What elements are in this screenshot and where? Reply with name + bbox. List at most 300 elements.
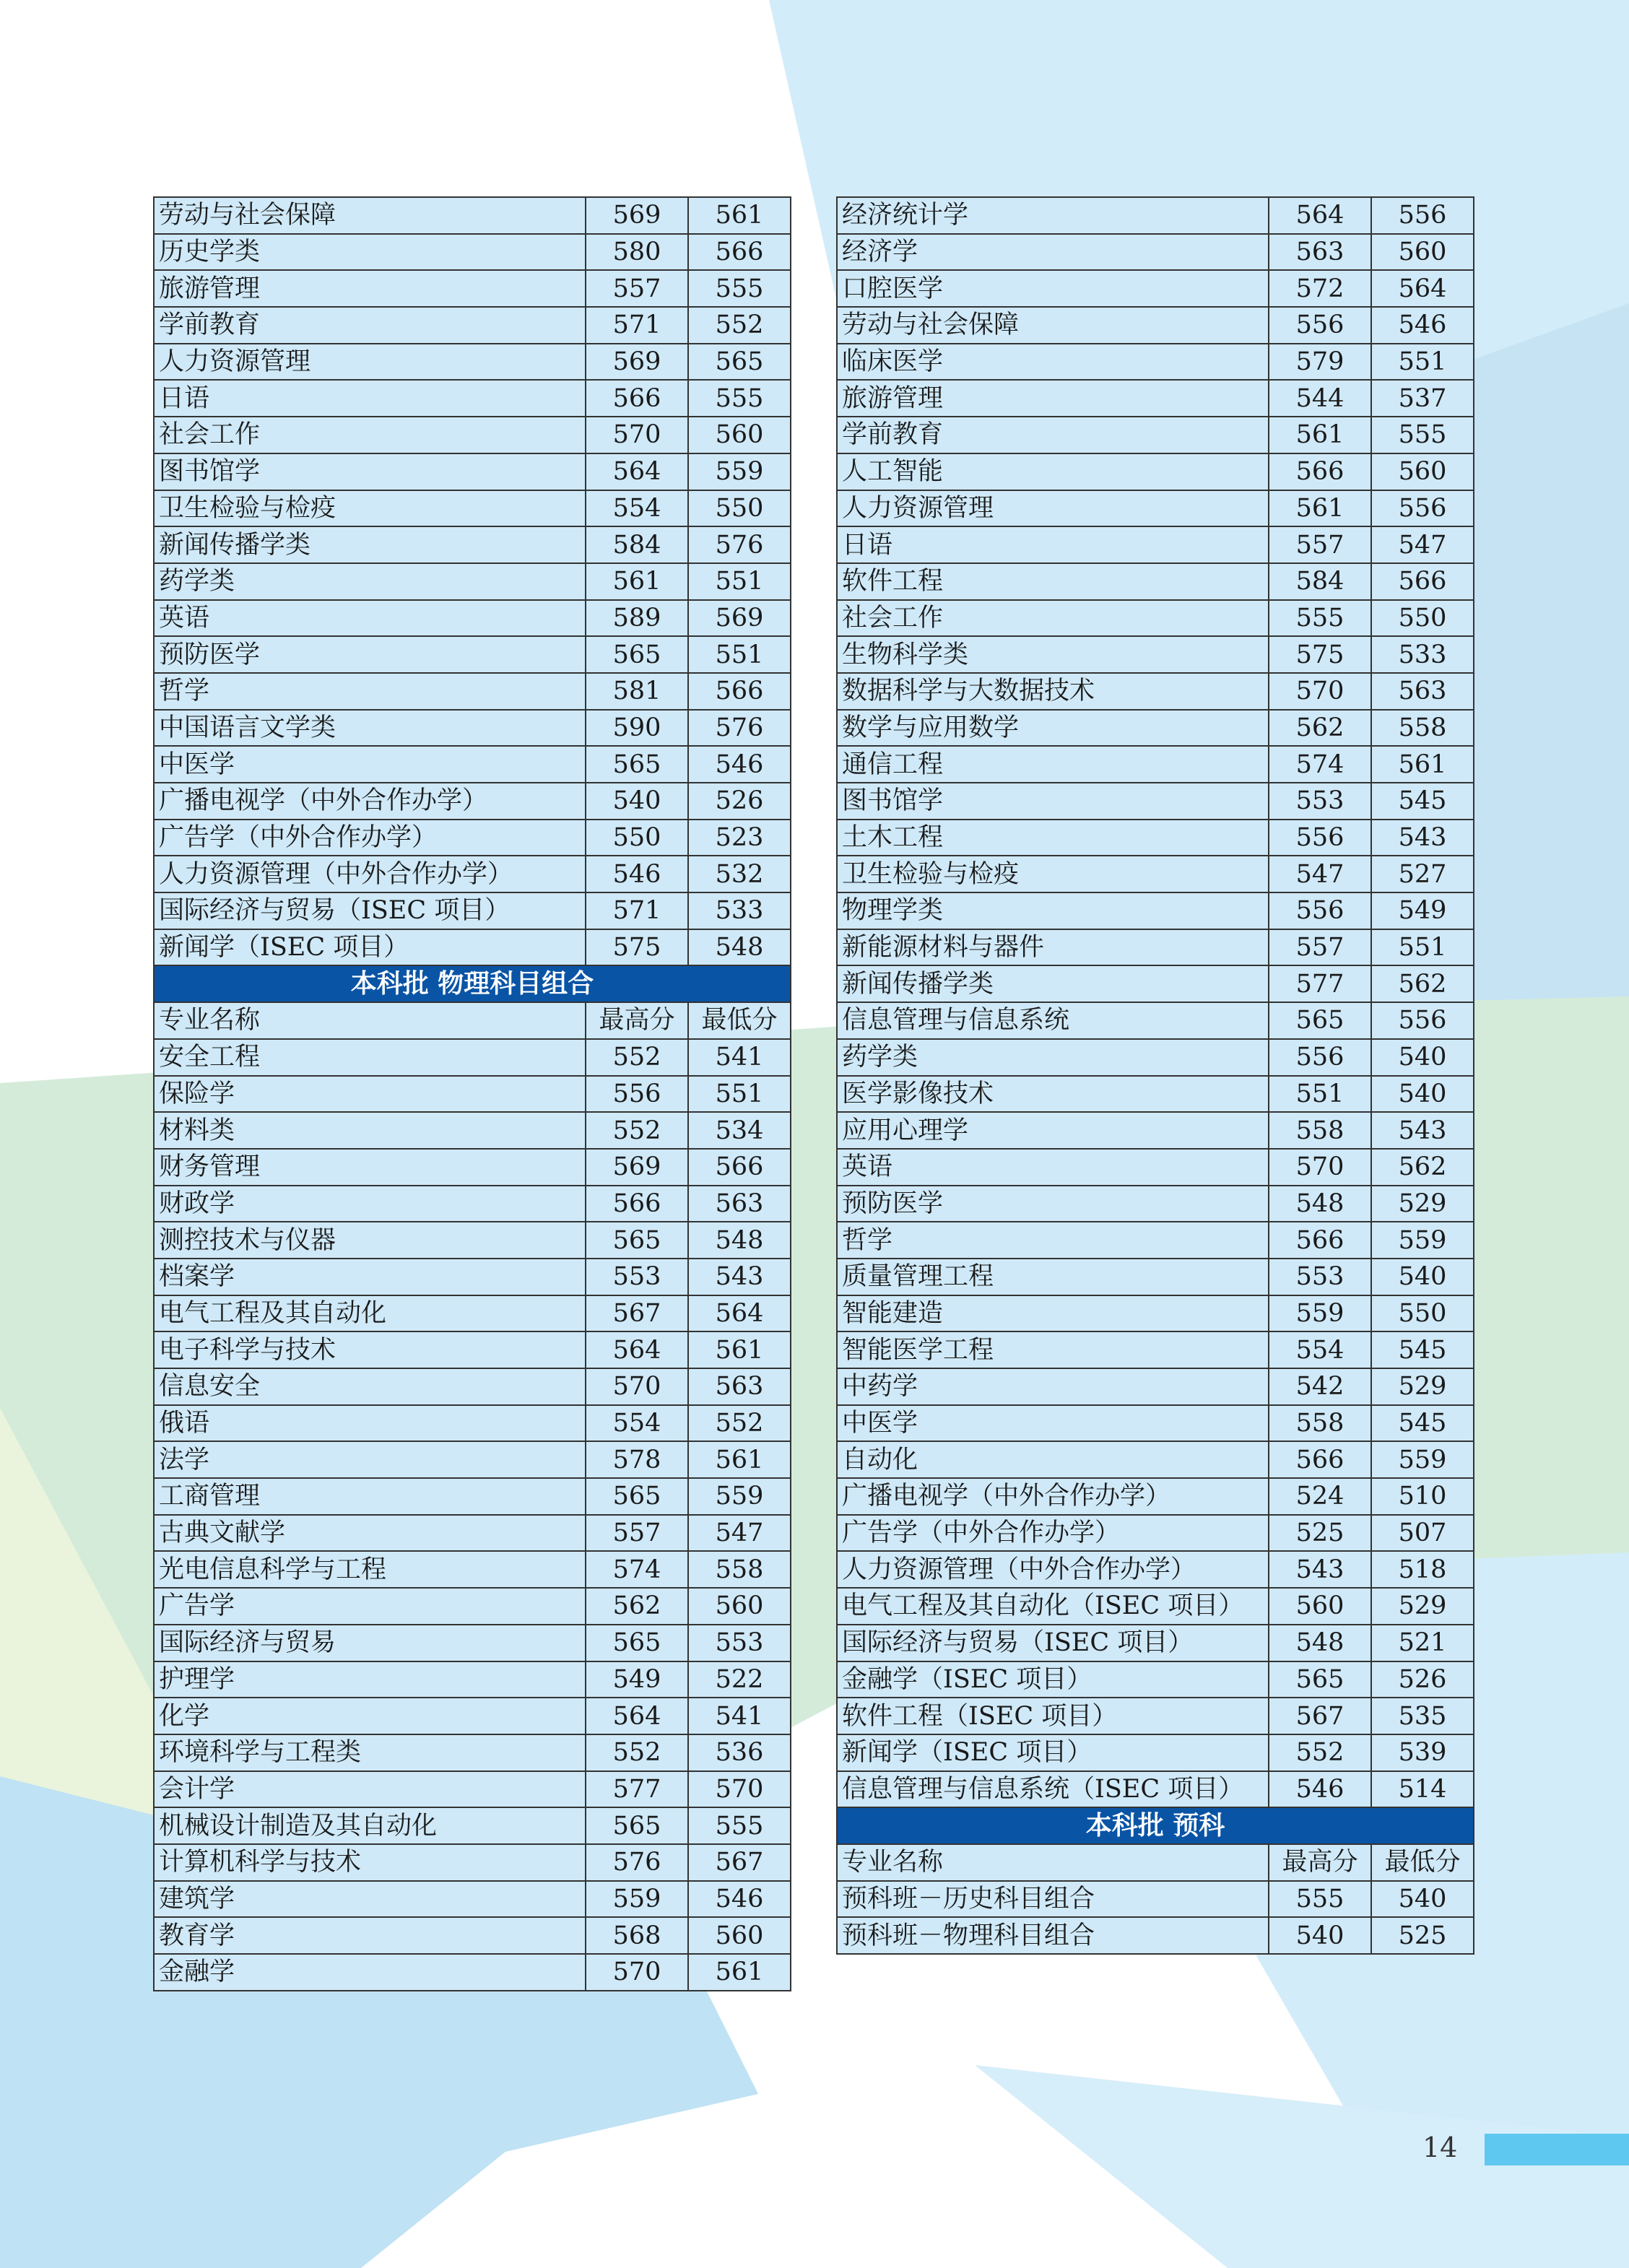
max-score-cell: 567 (586, 1295, 688, 1332)
max-score-cell: 540 (586, 783, 688, 820)
major-name-cell: 信息管理与信息系统 (837, 1002, 1269, 1039)
table-row (837, 820, 1474, 856)
table-row (837, 1441, 1474, 1478)
max-score-cell: 590 (586, 710, 688, 747)
major-name-cell: 教育学 (154, 1917, 586, 1954)
table-row (837, 892, 1474, 929)
max-score-cell: 552 (586, 1039, 688, 1076)
major-name-cell: 专业名称 (154, 1002, 586, 1039)
min-score-cell: 540 (1371, 1259, 1474, 1295)
table-row (154, 929, 791, 966)
table-row (154, 380, 791, 417)
major-name-cell: 预防医学 (154, 636, 586, 673)
max-score-cell: 553 (1269, 1259, 1371, 1295)
major-name-cell: 英语 (154, 600, 586, 637)
table-row (837, 380, 1474, 417)
table-row (837, 1698, 1474, 1734)
table-row (837, 1076, 1474, 1113)
max-score-cell: 542 (1269, 1368, 1371, 1405)
max-score-cell: 553 (586, 1259, 688, 1295)
table-row (837, 1881, 1474, 1918)
table-row (154, 1478, 791, 1515)
max-score-cell: 564 (586, 453, 688, 490)
table-row (837, 1222, 1474, 1259)
table-row (154, 453, 791, 490)
major-name-cell: 历史学类 (154, 234, 586, 271)
major-name-cell: 广告学（中外合作办学） (837, 1515, 1269, 1552)
table-row (837, 929, 1474, 966)
min-score-cell: 546 (688, 1881, 791, 1918)
table-row (837, 1295, 1474, 1332)
max-score-cell: 571 (586, 892, 688, 929)
table-row (154, 234, 791, 271)
min-score-cell: 543 (1371, 820, 1474, 856)
max-score-cell: 577 (1269, 965, 1371, 1002)
min-score-cell: 523 (688, 820, 791, 856)
max-score-cell: 575 (1269, 636, 1371, 673)
table-body-left (154, 197, 791, 1991)
max-score-cell: 566 (586, 380, 688, 417)
max-score-cell: 566 (1269, 453, 1371, 490)
min-score-cell: 545 (1371, 783, 1474, 820)
major-name-cell: 电气工程及其自动化 (154, 1295, 586, 1332)
major-name-cell: 人力资源管理 (154, 344, 586, 381)
max-score-cell: 551 (1269, 1076, 1371, 1113)
major-name-cell: 预科班－历史科目组合 (837, 1881, 1269, 1918)
max-score-cell: 566 (586, 1186, 688, 1222)
max-score-cell: 565 (586, 1807, 688, 1844)
min-score-cell: 529 (1371, 1588, 1474, 1625)
table-row (154, 1771, 791, 1808)
table-row (837, 1039, 1474, 1076)
max-score-cell: 566 (1269, 1222, 1371, 1259)
table-row (837, 1112, 1474, 1149)
max-score-cell: 556 (1269, 892, 1371, 929)
min-score-cell: 566 (688, 673, 791, 710)
section-title: 本科批 物理科目组合 (154, 965, 791, 1002)
major-name-cell: 计算机科学与技术 (154, 1844, 586, 1881)
table-row (154, 1186, 791, 1222)
max-score-cell: 555 (1269, 1881, 1371, 1918)
major-name-cell: 社会工作 (837, 600, 1269, 637)
major-name-cell: 通信工程 (837, 746, 1269, 783)
table-row (154, 1039, 791, 1076)
min-score-cell: 559 (1371, 1441, 1474, 1478)
max-score-cell: 558 (1269, 1112, 1371, 1149)
table-row (837, 270, 1474, 307)
table-row (837, 1515, 1474, 1552)
table-row (154, 746, 791, 783)
min-score-cell: 576 (688, 710, 791, 747)
major-name-cell: 材料类 (154, 1112, 586, 1149)
max-score-cell: 559 (586, 1881, 688, 1918)
table-row (837, 783, 1474, 820)
table-row (154, 710, 791, 747)
major-name-cell: 人力资源管理 (837, 490, 1269, 527)
min-score-cell: 555 (688, 380, 791, 417)
table-row (837, 746, 1474, 783)
table-row (837, 600, 1474, 637)
major-name-cell: 口腔医学 (837, 270, 1269, 307)
table-row (154, 1625, 791, 1661)
major-name-cell: 法学 (154, 1441, 586, 1478)
min-score-cell: 507 (1371, 1515, 1474, 1552)
major-name-cell: 经济学 (837, 234, 1269, 271)
max-score-cell: 565 (586, 1222, 688, 1259)
table-row (837, 1331, 1474, 1368)
max-score-cell: 552 (586, 1112, 688, 1149)
table-row (837, 1661, 1474, 1698)
max-score-cell: 578 (586, 1441, 688, 1478)
major-name-cell: 档案学 (154, 1259, 586, 1295)
table-row (837, 197, 1474, 234)
major-name-cell: 财政学 (154, 1186, 586, 1222)
major-name-cell: 财务管理 (154, 1149, 586, 1186)
table-row (837, 307, 1474, 344)
table-row (837, 1002, 1474, 1039)
max-score-cell: 552 (1269, 1734, 1371, 1771)
max-score-cell: 569 (586, 1149, 688, 1186)
max-score-cell: 565 (586, 1478, 688, 1515)
table-row (837, 710, 1474, 747)
major-name-cell: 广告学（中外合作办学） (154, 820, 586, 856)
major-name-cell: 土木工程 (837, 820, 1269, 856)
table-row (154, 1405, 791, 1442)
table-row (837, 490, 1474, 527)
major-name-cell: 化学 (154, 1698, 586, 1734)
major-name-cell: 人工智能 (837, 453, 1269, 490)
min-score-cell: 561 (688, 1954, 791, 1991)
major-name-cell: 中药学 (837, 1368, 1269, 1405)
major-name-cell: 测控技术与仪器 (154, 1222, 586, 1259)
max-score-cell: 570 (586, 1368, 688, 1405)
major-name-cell: 工商管理 (154, 1478, 586, 1515)
max-score-cell: 559 (1269, 1295, 1371, 1332)
min-score-cell: 556 (1371, 1002, 1474, 1039)
max-score-cell: 580 (586, 234, 688, 271)
max-score-cell: 565 (586, 1625, 688, 1661)
min-score-cell: 566 (688, 234, 791, 271)
min-score-cell: 533 (688, 892, 791, 929)
major-name-cell: 生物科学类 (837, 636, 1269, 673)
min-score-cell: 561 (1371, 746, 1474, 783)
table-row (837, 1368, 1474, 1405)
max-score-cell: 557 (586, 270, 688, 307)
min-score-cell: 560 (688, 1917, 791, 1954)
major-name-cell: 学前教育 (837, 417, 1269, 453)
max-score-cell: 567 (1269, 1698, 1371, 1734)
min-score-cell: 560 (688, 1588, 791, 1625)
min-score-cell: 547 (1371, 526, 1474, 563)
min-score-cell: 537 (1371, 380, 1474, 417)
admission-scores-table-left (153, 196, 791, 1991)
major-name-cell: 预科班－物理科目组合 (837, 1917, 1269, 1954)
min-score-cell: 550 (1371, 600, 1474, 637)
min-score-cell: 546 (1371, 307, 1474, 344)
max-score-cell: 572 (1269, 270, 1371, 307)
max-score-cell: 564 (586, 1698, 688, 1734)
major-name-cell: 中医学 (154, 746, 586, 783)
max-score-cell: 最高分 (586, 1002, 688, 1039)
min-score-cell: 543 (688, 1259, 791, 1295)
max-score-cell: 569 (586, 197, 688, 234)
table-row (154, 270, 791, 307)
min-score-cell: 535 (1371, 1698, 1474, 1734)
section-title: 本科批 预科 (837, 1807, 1474, 1844)
table-row (837, 1405, 1474, 1442)
min-score-cell: 551 (688, 1076, 791, 1113)
max-score-cell: 566 (1269, 1441, 1371, 1478)
major-name-cell: 环境科学与工程类 (154, 1734, 586, 1771)
major-name-cell: 专业名称 (837, 1844, 1269, 1881)
table-row (154, 1881, 791, 1918)
min-score-cell: 518 (1371, 1551, 1474, 1588)
max-score-cell: 525 (1269, 1515, 1371, 1552)
max-score-cell: 556 (1269, 307, 1371, 344)
major-name-cell: 质量管理工程 (837, 1259, 1269, 1295)
table-row (154, 1222, 791, 1259)
major-name-cell: 机械设计制造及其自动化 (154, 1807, 586, 1844)
major-name-cell: 古典文献学 (154, 1515, 586, 1552)
major-name-cell: 广播电视学（中外合作办学） (837, 1478, 1269, 1515)
table-row (154, 600, 791, 637)
table-row (154, 1002, 791, 1039)
major-name-cell: 安全工程 (154, 1039, 586, 1076)
max-score-cell: 577 (586, 1771, 688, 1808)
min-score-cell: 564 (1371, 270, 1474, 307)
table-body-right (837, 197, 1474, 1954)
min-score-cell: 532 (688, 856, 791, 892)
min-score-cell: 521 (1371, 1625, 1474, 1661)
table-row (154, 1259, 791, 1295)
major-name-cell: 旅游管理 (154, 270, 586, 307)
min-score-cell: 560 (1371, 234, 1474, 271)
section-header-row (837, 1807, 1474, 1844)
major-name-cell: 护理学 (154, 1661, 586, 1698)
max-score-cell: 584 (586, 526, 688, 563)
major-name-cell: 医学影像技术 (837, 1076, 1269, 1113)
min-score-cell: 551 (1371, 929, 1474, 966)
section-header-row (154, 965, 791, 1002)
max-score-cell: 548 (1269, 1625, 1371, 1661)
min-score-cell: 526 (688, 783, 791, 820)
min-score-cell: 536 (688, 1734, 791, 1771)
max-score-cell: 576 (586, 1844, 688, 1881)
major-name-cell: 自动化 (837, 1441, 1269, 1478)
table-row (154, 1515, 791, 1552)
table-row (837, 453, 1474, 490)
max-score-cell: 544 (1269, 380, 1371, 417)
min-score-cell: 548 (688, 929, 791, 966)
min-score-cell: 556 (1371, 197, 1474, 234)
min-score-cell: 563 (688, 1368, 791, 1405)
table-row (837, 1478, 1474, 1515)
table-row (837, 1734, 1474, 1771)
max-score-cell: 557 (1269, 526, 1371, 563)
max-score-cell: 589 (586, 600, 688, 637)
table-row (154, 1734, 791, 1771)
min-score-cell: 534 (688, 1112, 791, 1149)
max-score-cell: 547 (1269, 856, 1371, 892)
major-name-cell: 新闻传播学类 (154, 526, 586, 563)
min-score-cell: 555 (688, 270, 791, 307)
table-row (837, 673, 1474, 710)
min-score-cell: 539 (1371, 1734, 1474, 1771)
min-score-cell: 510 (1371, 1478, 1474, 1515)
min-score-cell: 561 (688, 1441, 791, 1478)
table-row (154, 636, 791, 673)
major-name-cell: 软件工程（ISEC 项目） (837, 1698, 1269, 1734)
table-row (154, 1149, 791, 1186)
max-score-cell: 570 (1269, 673, 1371, 710)
major-name-cell: 应用心理学 (837, 1112, 1269, 1149)
min-score-cell: 最低分 (1371, 1844, 1474, 1881)
table-row (837, 526, 1474, 563)
major-name-cell: 劳动与社会保障 (154, 197, 586, 234)
table-row (154, 892, 791, 929)
major-name-cell: 广告学 (154, 1588, 586, 1625)
major-name-cell: 电气工程及其自动化（ISEC 项目） (837, 1588, 1269, 1625)
table-row (837, 1917, 1474, 1954)
major-name-cell: 劳动与社会保障 (837, 307, 1269, 344)
min-score-cell: 563 (1371, 673, 1474, 710)
table-row (837, 1149, 1474, 1186)
table-row (837, 1588, 1474, 1625)
major-name-cell: 光电信息科学与工程 (154, 1551, 586, 1588)
min-score-cell: 562 (1371, 965, 1474, 1002)
max-score-cell: 570 (586, 417, 688, 453)
max-score-cell: 562 (1269, 710, 1371, 747)
major-name-cell: 人力资源管理（中外合作办学） (837, 1551, 1269, 1588)
page-number-bar (1485, 2134, 1629, 2165)
major-name-cell: 软件工程 (837, 563, 1269, 600)
major-name-cell: 日语 (837, 526, 1269, 563)
min-score-cell: 567 (688, 1844, 791, 1881)
min-score-cell: 526 (1371, 1661, 1474, 1698)
min-score-cell: 540 (1371, 1881, 1474, 1918)
max-score-cell: 579 (1269, 344, 1371, 381)
table-row (154, 856, 791, 892)
min-score-cell: 548 (688, 1222, 791, 1259)
table-row (154, 417, 791, 453)
major-name-cell: 哲学 (837, 1222, 1269, 1259)
min-score-cell: 564 (688, 1295, 791, 1332)
table-row (837, 563, 1474, 600)
min-score-cell: 561 (688, 197, 791, 234)
min-score-cell: 552 (688, 1405, 791, 1442)
min-score-cell: 540 (1371, 1076, 1474, 1113)
major-name-cell: 哲学 (154, 673, 586, 710)
table-row (837, 417, 1474, 453)
major-name-cell: 预防医学 (837, 1186, 1269, 1222)
major-name-cell: 数学与应用数学 (837, 710, 1269, 747)
major-name-cell: 日语 (154, 380, 586, 417)
max-score-cell: 556 (1269, 1039, 1371, 1076)
major-name-cell: 英语 (837, 1149, 1269, 1186)
max-score-cell: 548 (1269, 1186, 1371, 1222)
table-row (837, 344, 1474, 381)
table-row (154, 1441, 791, 1478)
max-score-cell: 564 (586, 1331, 688, 1368)
min-score-cell: 570 (688, 1771, 791, 1808)
table-row (837, 1551, 1474, 1588)
max-score-cell: 565 (1269, 1002, 1371, 1039)
min-score-cell: 555 (688, 1807, 791, 1844)
max-score-cell: 568 (586, 1917, 688, 1954)
major-name-cell: 电子科学与技术 (154, 1331, 586, 1368)
min-score-cell: 566 (688, 1149, 791, 1186)
min-score-cell: 545 (1371, 1405, 1474, 1442)
min-score-cell: 540 (1371, 1039, 1474, 1076)
min-score-cell: 553 (688, 1625, 791, 1661)
major-name-cell: 国际经济与贸易（ISEC 项目） (154, 892, 586, 929)
min-score-cell: 551 (688, 636, 791, 673)
min-score-cell: 569 (688, 600, 791, 637)
major-name-cell: 人力资源管理（中外合作办学） (154, 856, 586, 892)
major-name-cell: 广播电视学（中外合作办学） (154, 783, 586, 820)
major-name-cell: 药学类 (837, 1039, 1269, 1076)
min-score-cell: 551 (688, 563, 791, 600)
min-score-cell: 529 (1371, 1368, 1474, 1405)
max-score-cell: 570 (586, 1954, 688, 1991)
min-score-cell: 562 (1371, 1149, 1474, 1186)
max-score-cell: 565 (586, 636, 688, 673)
max-score-cell: 554 (1269, 1331, 1371, 1368)
major-name-cell: 新能源材料与器件 (837, 929, 1269, 966)
min-score-cell: 最低分 (688, 1002, 791, 1039)
max-score-cell: 556 (586, 1076, 688, 1113)
table-row (837, 965, 1474, 1002)
major-name-cell: 信息管理与信息系统（ISEC 项目） (837, 1771, 1269, 1808)
max-score-cell: 549 (586, 1661, 688, 1698)
table-row (154, 490, 791, 527)
table-row (837, 234, 1474, 271)
table-row (837, 1771, 1474, 1808)
min-score-cell: 514 (1371, 1771, 1474, 1808)
major-name-cell: 图书馆学 (837, 783, 1269, 820)
major-name-cell: 智能建造 (837, 1295, 1269, 1332)
major-name-cell: 国际经济与贸易（ISEC 项目） (837, 1625, 1269, 1661)
max-score-cell: 555 (1269, 600, 1371, 637)
major-name-cell: 保险学 (154, 1076, 586, 1113)
max-score-cell: 524 (1269, 1478, 1371, 1515)
min-score-cell: 546 (688, 746, 791, 783)
max-score-cell: 570 (1269, 1149, 1371, 1186)
max-score-cell: 564 (1269, 197, 1371, 234)
major-name-cell: 旅游管理 (837, 380, 1269, 417)
max-score-cell: 552 (586, 1734, 688, 1771)
max-score-cell: 569 (586, 344, 688, 381)
table-row (154, 1551, 791, 1588)
major-name-cell: 社会工作 (154, 417, 586, 453)
table-row (837, 636, 1474, 673)
min-score-cell: 547 (688, 1515, 791, 1552)
max-score-cell: 554 (586, 490, 688, 527)
major-name-cell: 新闻学（ISEC 项目） (154, 929, 586, 966)
major-name-cell: 数据科学与大数据技术 (837, 673, 1269, 710)
table-row (154, 1295, 791, 1332)
admission-scores-table-right (836, 196, 1474, 1955)
table-row (154, 1917, 791, 1954)
table-row (154, 1112, 791, 1149)
table-row (154, 307, 791, 344)
max-score-cell: 556 (1269, 820, 1371, 856)
min-score-cell: 550 (688, 490, 791, 527)
table-row (154, 1954, 791, 1991)
min-score-cell: 529 (1371, 1186, 1474, 1222)
max-score-cell: 561 (1269, 417, 1371, 453)
min-score-cell: 558 (688, 1551, 791, 1588)
